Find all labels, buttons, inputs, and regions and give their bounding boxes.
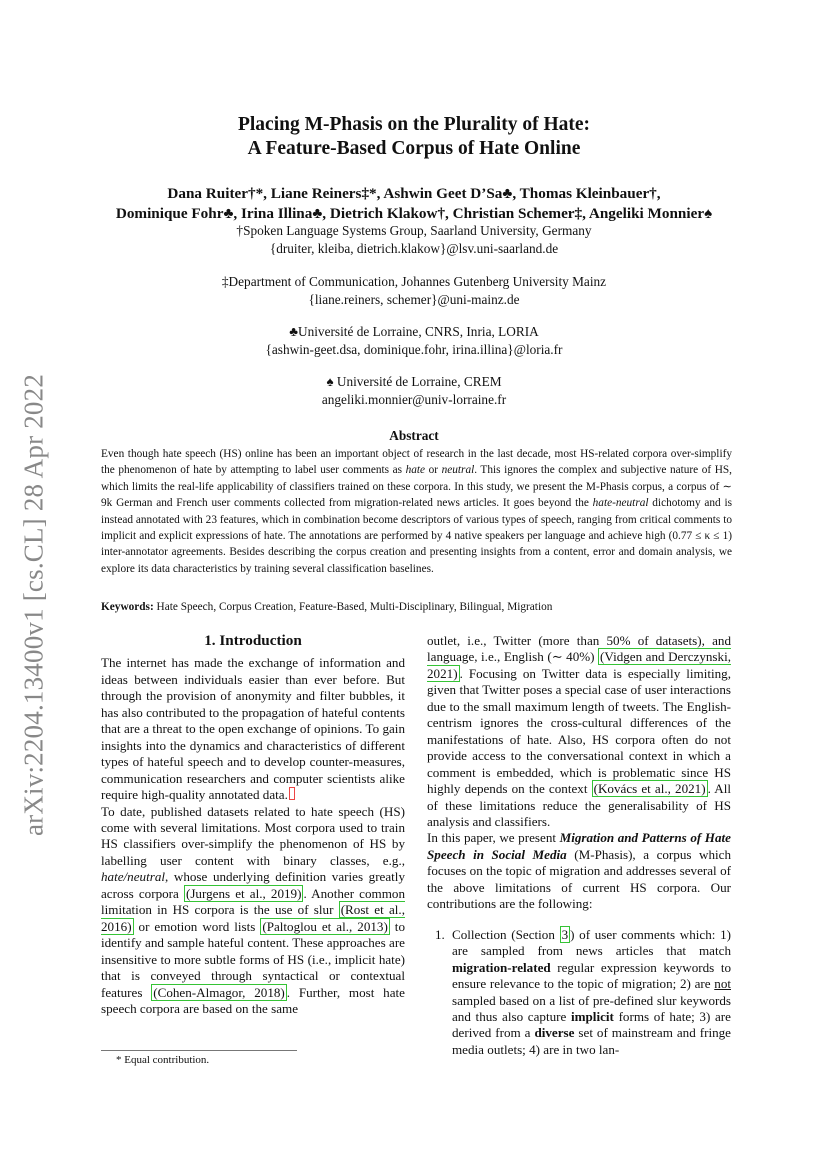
affiliation-name: ‡Department of Communication, Johannes Gutenberg University Mainz xyxy=(221,274,607,289)
paper-title xyxy=(0,113,828,161)
citation-link[interactable]: (Cohen-Almagor, 2018) xyxy=(153,984,285,1000)
affiliation-email: {ashwin-geet.dsa, dominique.fohr, irina.illina}@loria.fr xyxy=(265,342,563,357)
affiliation-email: angeliki.monnier@univ-lorraine.fr xyxy=(321,392,507,407)
keywords-label: Keywords: xyxy=(101,601,154,613)
citation-link[interactable]: (Paltoglou et al., 2013) xyxy=(262,918,388,934)
text: In this paper, we present xyxy=(427,830,560,846)
author-line: Dana Ruiter†*, Liane Reiners‡*, Ashwin Geet D’Sa♣, Thomas Kleinbauer†, xyxy=(167,185,661,202)
affiliation-loria xyxy=(0,323,828,359)
footnote-rule xyxy=(101,1050,297,1051)
text: , whose underlying definition varies greatly across corpora xyxy=(101,869,405,901)
text: ) of user comments which: 1) are sampled from news articles that match xyxy=(452,926,731,959)
text: To date, published datasets related to hate speech (HS) come with several limitations. Most corpora used to train HS classifiers over-simplify the phenomenon of HS by labelling user content with binary classes, e.g., xyxy=(101,803,405,868)
bold-term: migration-related xyxy=(452,959,551,975)
project-name: Migration and Patterns of Hate Speech in Social Media xyxy=(427,830,731,862)
text: set of mainstream and fringe media outlets; 4) are in two lan- xyxy=(452,1025,731,1057)
affiliation-mainz xyxy=(0,273,828,309)
underline-term: not xyxy=(714,976,731,992)
left-column xyxy=(101,633,405,1017)
emph: hate/neutral xyxy=(101,869,166,885)
text: (M-Phasis), a corpus which focuses on the topic of migration and addresses several of the above limitations of current HS corpora. Our contributions are the following: xyxy=(427,846,732,912)
paragraph xyxy=(101,804,405,1018)
text: to identify and sample hateful content. These approaches are insensitive to more subtle forms of HS (i.e., implicit hate) that is conveyed through syntactical or contextual features xyxy=(101,918,405,1000)
text: regular expression keywords to ensure relevance to the topic of migration; 2) are xyxy=(452,959,731,992)
affiliation-name: ♣Université de Lorraine, CNRS, Inria, LORIA xyxy=(289,324,539,339)
keywords-text: Hate Speech, Corpus Creation, Feature-Based, Multi-Disciplinary, Bilingual, Migration xyxy=(153,601,553,613)
author-list xyxy=(0,184,828,224)
abstract-emph: hate-neutral xyxy=(592,497,649,510)
right-column xyxy=(427,633,731,1058)
text: Collection (Section xyxy=(452,926,560,942)
title-line: A Feature-Based Corpus of Hate Online xyxy=(247,138,581,159)
bold-term: implicit xyxy=(570,1008,614,1024)
keywords xyxy=(101,599,732,615)
author-line: Dominique Fohr♣, Irina Illina♣, Dietrich Klakow†, Christian Schemer‡, Angeliki Monnier♠ xyxy=(115,205,713,222)
abstract-emph: neutral xyxy=(441,464,475,477)
arxiv-id: arXiv:2204.13400v1 [cs.CL] 28 Apr 2022 xyxy=(18,373,49,837)
footnote: * Equal contribution. xyxy=(116,1054,210,1066)
list-number: 1. xyxy=(435,926,445,942)
abstract-text: or xyxy=(425,464,442,477)
affiliation-crem xyxy=(0,373,828,409)
text: sampled based on a list of pre-defined slur keywords and thus also capture xyxy=(452,992,731,1024)
abstract-emph: hate xyxy=(405,464,426,477)
bold-term: diverse xyxy=(534,1025,575,1041)
affiliation-email: {druiter, kleiba, dietrich.klakow}@lsv.uni-saarland.de xyxy=(269,241,559,256)
text: The internet has made the exchange of information and ideas between individuals easier than ever before. But through the provision of anonymity and filter bubbles, it has also contributed to the propagation of hateful contents that are a threat to the open exchange of opinions. To gain insights into the dynamics and characteristics of different types of hateful speech and to develop counter-measures, communication researchers and computer scientists alike require high-quality annotated data. xyxy=(101,655,405,803)
text: or emotion word lists xyxy=(133,918,261,934)
affiliation-name: †Spoken Language Systems Group, Saarland University, Germany xyxy=(236,223,592,238)
text: forms of hate; 3) are derived from a xyxy=(452,1008,731,1041)
text: . Further, most hate speech corpora are based on the same xyxy=(101,984,405,1016)
contribution-list xyxy=(427,927,731,1059)
paragraph xyxy=(427,633,731,830)
section-heading: 1. Introduction xyxy=(204,632,302,649)
section-link[interactable]: 3 xyxy=(561,926,569,942)
abstract-text: . This ignores the complex and subjective nature of HS, which limits the real-life applicability of classifiers trained on these corpora. In this study, we present the M-Phasis corpus, a corpus of ∼ 9k German and French user comments collected from migration-related news articles. It goes beyond the xyxy=(101,464,733,510)
citation-link[interactable]: (Rost et al., 2016) xyxy=(101,902,405,934)
text: . Another common limitation in HS corpora is the use of slur xyxy=(101,885,405,918)
paragraph xyxy=(427,830,731,912)
citation-link[interactable]: (Kovács et al., 2021) xyxy=(593,781,706,797)
affiliation-saarland xyxy=(0,222,828,258)
title-line: Placing M-Phasis on the Plurality of Hate: xyxy=(237,114,591,135)
text: outlet, i.e., Twitter (more than 50% of datasets), and language, i.e., English (∼ 40%) xyxy=(427,633,731,665)
paragraph xyxy=(101,655,405,803)
abstract-text: Even though hate speech (HS) online has been an important object of research in the last decade, most HS-related corpora over-simplify the phenomenon of hate by attempting to label user comments as xyxy=(101,448,732,477)
text: . Focusing on Twitter data is especially limiting, given that Twitter poses a special case of user interactions due to the small maximum length of tweets. The English-centrism ignores the cross-cultural differences of the manifestations of hate. Also, HS corpora often do not provide access to the conversational context in which a comment is embedded, which is problematic since HS highly depends on the context xyxy=(427,665,731,797)
affiliation-email: {liane.reiners, schemer}@uni-mainz.de xyxy=(308,292,520,307)
abstract-body xyxy=(101,446,732,577)
abstract-heading: Abstract xyxy=(389,428,439,443)
citation-link[interactable]: (Jurgens et al., 2019) xyxy=(185,885,302,901)
text: . All of these limitations reduce the generalisability of HS analysis and classifiers. xyxy=(427,781,731,829)
footnote-marker[interactable] xyxy=(289,787,295,800)
citation-link[interactable]: (Vidgen and Derczynski, 2021) xyxy=(427,649,731,681)
abstract-text: dichotomy and is instead annotated with 23 features, which in combination become descriptors of various types of speech, ranging from critical comments to implicit and explicit expressions of hate. The annotations are performed by 4 native speakers per language and achieve high (0.77 ≤ κ ≤ 1) inter-annotator agreements. Besides describing the corpus creation and presenting insights from a content, error and domain analysis, we explore its data characteristics by training several classification baselines. xyxy=(101,497,732,575)
affiliation-name: ♠ Université de Lorraine, CREM xyxy=(326,374,502,389)
